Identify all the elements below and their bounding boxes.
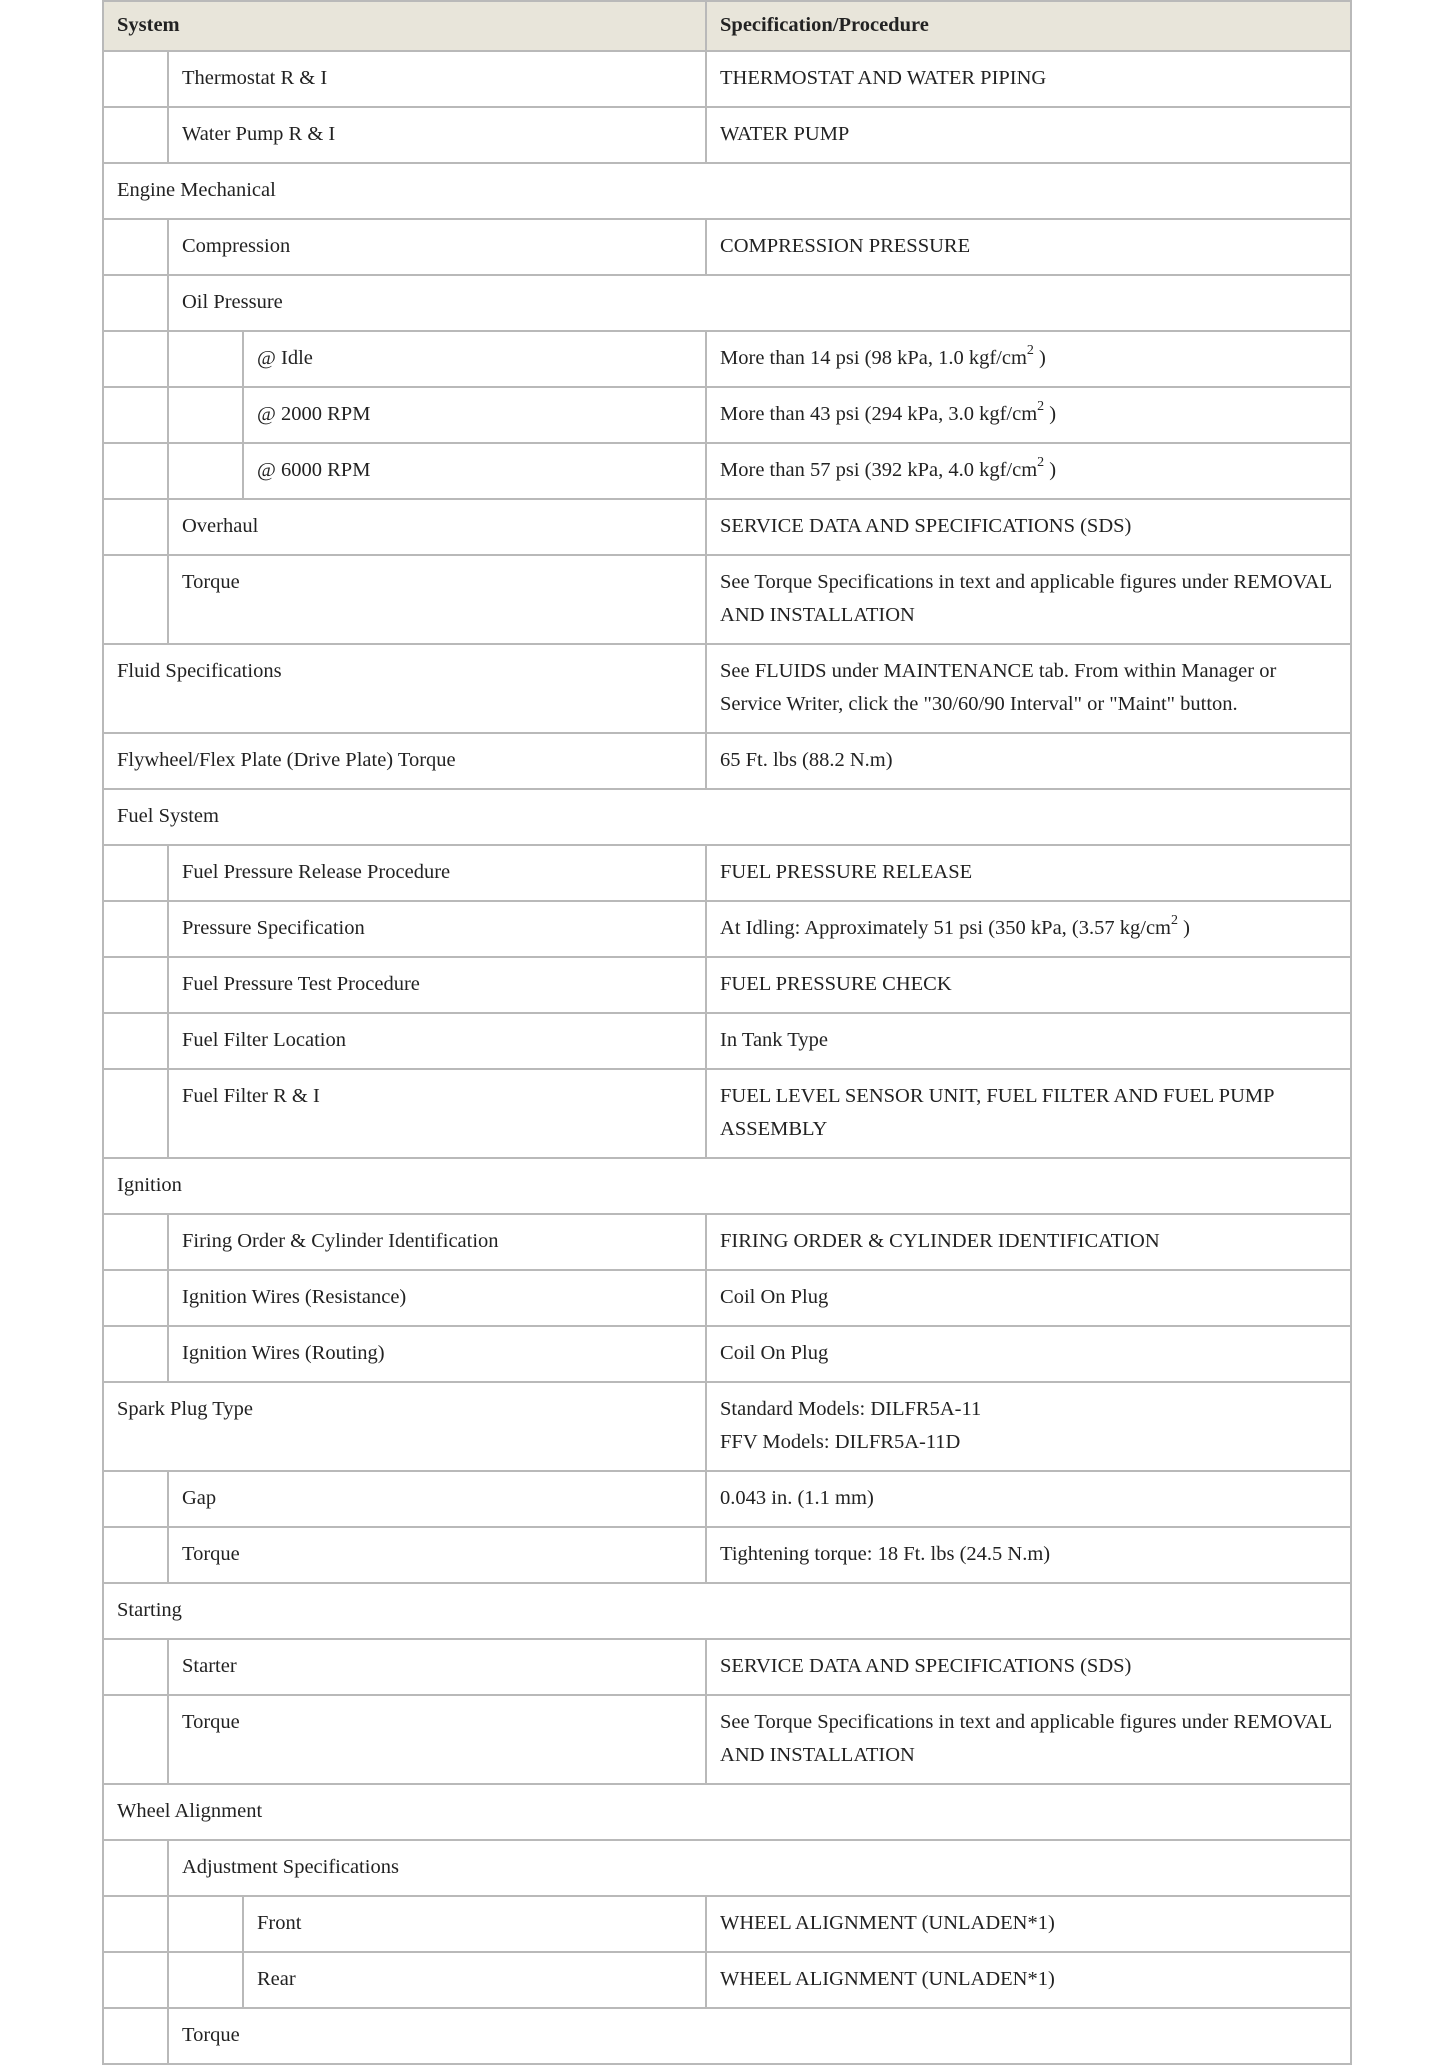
system-label: Flywheel/Flex Plate (Drive Plate) Torque	[103, 733, 706, 789]
system-label: Gap	[168, 1471, 706, 1527]
spec-value	[706, 644, 1351, 733]
table-body	[103, 51, 1351, 2064]
table-row	[103, 845, 1351, 901]
spec-text: Coil On Plug	[720, 1286, 829, 1308]
indent-cell	[103, 443, 168, 499]
indent-cell	[103, 1326, 168, 1382]
spec-value	[706, 387, 1351, 443]
spec-value	[706, 1896, 1351, 1952]
spec-value	[706, 733, 1351, 789]
system-label: Torque	[168, 555, 706, 644]
system-label: Fuel Filter Location	[168, 1013, 706, 1069]
indent-cell	[168, 387, 243, 443]
spec-suffix: )	[1044, 459, 1057, 481]
system-label: Spark Plug Type	[103, 1382, 706, 1471]
spec-text: See FLUIDS under MAINTENANCE tab. From within Manager or Service Writer, click the "30/60/90 Interval" or "Maint" button.	[720, 660, 1277, 715]
spec-value	[706, 1214, 1351, 1270]
table-row	[103, 1158, 1351, 1214]
indent-cell	[168, 331, 243, 387]
table-row	[103, 1639, 1351, 1695]
system-label: Adjustment Specifications	[168, 1840, 1351, 1896]
spec-value	[706, 107, 1351, 163]
spec-text: Coil On Plug	[720, 1342, 829, 1364]
table-row	[103, 901, 1351, 957]
table-row	[103, 107, 1351, 163]
table-row	[103, 163, 1351, 219]
table-row	[103, 387, 1351, 443]
indent-cell	[103, 387, 168, 443]
indent-cell	[103, 1471, 168, 1527]
spec-value	[706, 1952, 1351, 2008]
indent-cell	[103, 1840, 168, 1896]
table-row	[103, 644, 1351, 733]
indent-cell	[103, 1270, 168, 1326]
table-row	[103, 219, 1351, 275]
table-header-row	[103, 1, 1351, 51]
spec-value	[706, 1013, 1351, 1069]
table-row	[103, 733, 1351, 789]
spec-text: At Idling: Approximately 51 psi (350 kPa, (3.57 kg/cm	[720, 917, 1171, 939]
system-label: @ 6000 RPM	[243, 443, 706, 499]
table-row	[103, 789, 1351, 845]
indent-cell	[103, 1695, 168, 1784]
indent-cell	[103, 499, 168, 555]
indent-cell	[103, 107, 168, 163]
spec-value	[706, 51, 1351, 107]
indent-cell	[103, 1069, 168, 1158]
spec-value	[706, 1382, 1351, 1471]
indent-cell	[103, 1013, 168, 1069]
system-label: @ 2000 RPM	[243, 387, 706, 443]
table-row	[103, 957, 1351, 1013]
table-row	[103, 1952, 1351, 2008]
system-label: Torque	[168, 1695, 706, 1784]
system-label: Wheel Alignment	[103, 1784, 1351, 1840]
spec-text: SERVICE DATA AND SPECIFICATIONS (SDS)	[720, 1655, 1132, 1677]
table-row	[103, 1326, 1351, 1382]
spec-value	[706, 1270, 1351, 1326]
spec-suffix: )	[1178, 917, 1190, 939]
spec-text: Standard Models: DILFR5A-11	[720, 1398, 982, 1420]
spec-superscript: 2	[1026, 343, 1034, 359]
spec-value	[706, 957, 1351, 1013]
system-label: Overhaul	[168, 499, 706, 555]
header-specification: Specification/Procedure	[706, 1, 1351, 51]
system-label: Starting	[103, 1583, 1351, 1639]
indent-cell	[168, 443, 243, 499]
system-label: Fuel Filter R & I	[168, 1069, 706, 1158]
spec-text-line-2: FFV Models: DILFR5A-11D	[720, 1431, 961, 1453]
system-label: Fluid Specifications	[103, 644, 706, 733]
system-label: Fuel System	[103, 789, 1351, 845]
spec-value	[706, 331, 1351, 387]
spec-suffix: )	[1033, 347, 1046, 369]
spec-value	[706, 1326, 1351, 1382]
spec-text: WATER PUMP	[720, 123, 850, 145]
table-row	[103, 1069, 1351, 1158]
system-label: Engine Mechanical	[103, 163, 1351, 219]
spec-suffix: )	[1044, 403, 1057, 425]
spec-value	[706, 845, 1351, 901]
system-label: Fuel Pressure Test Procedure	[168, 957, 706, 1013]
system-label: @ Idle	[243, 331, 706, 387]
table-row	[103, 1527, 1351, 1583]
spec-text: FUEL PRESSURE CHECK	[720, 973, 952, 995]
table-row	[103, 1896, 1351, 1952]
spec-text: FIRING ORDER & CYLINDER IDENTIFICATION	[720, 1230, 1160, 1252]
indent-cell	[103, 51, 168, 107]
indent-cell	[103, 331, 168, 387]
table-row	[103, 443, 1351, 499]
system-label: Ignition	[103, 1158, 1351, 1214]
indent-cell	[103, 555, 168, 644]
spec-text: More than 57 psi (392 kPa, 4.0 kgf/cm	[720, 459, 1038, 481]
table-row	[103, 1214, 1351, 1270]
spec-value	[706, 1069, 1351, 1158]
table-row	[103, 1471, 1351, 1527]
spec-text: In Tank Type	[720, 1029, 828, 1051]
spec-value	[706, 443, 1351, 499]
system-label: Compression	[168, 219, 706, 275]
system-label: Thermostat R & I	[168, 51, 706, 107]
indent-cell	[103, 1214, 168, 1270]
spec-value	[706, 1527, 1351, 1583]
system-label: Front	[243, 1896, 706, 1952]
spec-superscript: 2	[1037, 399, 1045, 415]
spec-value	[706, 1639, 1351, 1695]
spec-value	[706, 1471, 1351, 1527]
spec-text: COMPRESSION PRESSURE	[720, 235, 971, 257]
table-row	[103, 2008, 1351, 2064]
indent-cell	[103, 1952, 168, 2008]
system-label: Torque	[168, 2008, 1351, 2064]
indent-cell	[103, 957, 168, 1013]
system-label: Rear	[243, 1952, 706, 2008]
spec-text: THERMOSTAT AND WATER PIPING	[720, 67, 1047, 89]
table-row	[103, 1583, 1351, 1639]
spec-text: 0.043 in. (1.1 mm)	[720, 1487, 874, 1509]
table-row	[103, 1784, 1351, 1840]
indent-cell	[103, 845, 168, 901]
spec-text: See Torque Specifications in text and applicable figures under REMOVAL AND INSTALLATION	[720, 1711, 1332, 1766]
table-row	[103, 1270, 1351, 1326]
table-row	[103, 331, 1351, 387]
indent-cell	[103, 901, 168, 957]
indent-cell	[168, 1896, 243, 1952]
system-label: Pressure Specification	[168, 901, 706, 957]
indent-cell	[103, 2008, 168, 2064]
table-row	[103, 275, 1351, 331]
spec-value	[706, 219, 1351, 275]
indent-cell	[103, 219, 168, 275]
system-label: Water Pump R & I	[168, 107, 706, 163]
spec-value	[706, 1695, 1351, 1784]
spec-text: More than 43 psi (294 kPa, 3.0 kgf/cm	[720, 403, 1038, 425]
table-row	[103, 1382, 1351, 1471]
table-row	[103, 499, 1351, 555]
system-label: Starter	[168, 1639, 706, 1695]
spec-text: 65 Ft. lbs (88.2 N.m)	[720, 749, 893, 771]
system-label: Oil Pressure	[168, 275, 1351, 331]
table-row	[103, 1695, 1351, 1784]
indent-cell	[103, 1639, 168, 1695]
spec-text: SERVICE DATA AND SPECIFICATIONS (SDS)	[720, 515, 1132, 537]
spec-text: See Torque Specifications in text and applicable figures under REMOVAL AND INSTALLATION	[720, 571, 1332, 626]
spec-superscript: 2	[1171, 913, 1178, 929]
spec-text: Tightening torque: 18 Ft. lbs (24.5 N.m)	[720, 1543, 1051, 1565]
system-label: Torque	[168, 1527, 706, 1583]
spec-value	[706, 499, 1351, 555]
spec-superscript: 2	[1037, 455, 1045, 471]
table-row	[103, 51, 1351, 107]
system-label: Ignition Wires (Routing)	[168, 1326, 706, 1382]
spec-value	[706, 901, 1351, 957]
spec-text: WHEEL ALIGNMENT (UNLADEN*1)	[720, 1912, 1055, 1934]
indent-cell	[103, 275, 168, 331]
system-label: Firing Order & Cylinder Identification	[168, 1214, 706, 1270]
table-row	[103, 1013, 1351, 1069]
table-row	[103, 555, 1351, 644]
specification-table	[102, 0, 1352, 2065]
system-label: Ignition Wires (Resistance)	[168, 1270, 706, 1326]
header-system: System	[103, 1, 706, 51]
indent-cell	[168, 1952, 243, 2008]
indent-cell	[103, 1896, 168, 1952]
spec-text: WHEEL ALIGNMENT (UNLADEN*1)	[720, 1968, 1055, 1990]
system-label: Fuel Pressure Release Procedure	[168, 845, 706, 901]
spec-text: FUEL LEVEL SENSOR UNIT, FUEL FILTER AND FUEL PUMP ASSEMBLY	[720, 1085, 1274, 1140]
table-row	[103, 1840, 1351, 1896]
indent-cell	[103, 1527, 168, 1583]
spec-text: More than 14 psi (98 kPa, 1.0 kgf/cm	[720, 347, 1027, 369]
spec-value	[706, 555, 1351, 644]
spec-text: FUEL PRESSURE RELEASE	[720, 861, 973, 883]
